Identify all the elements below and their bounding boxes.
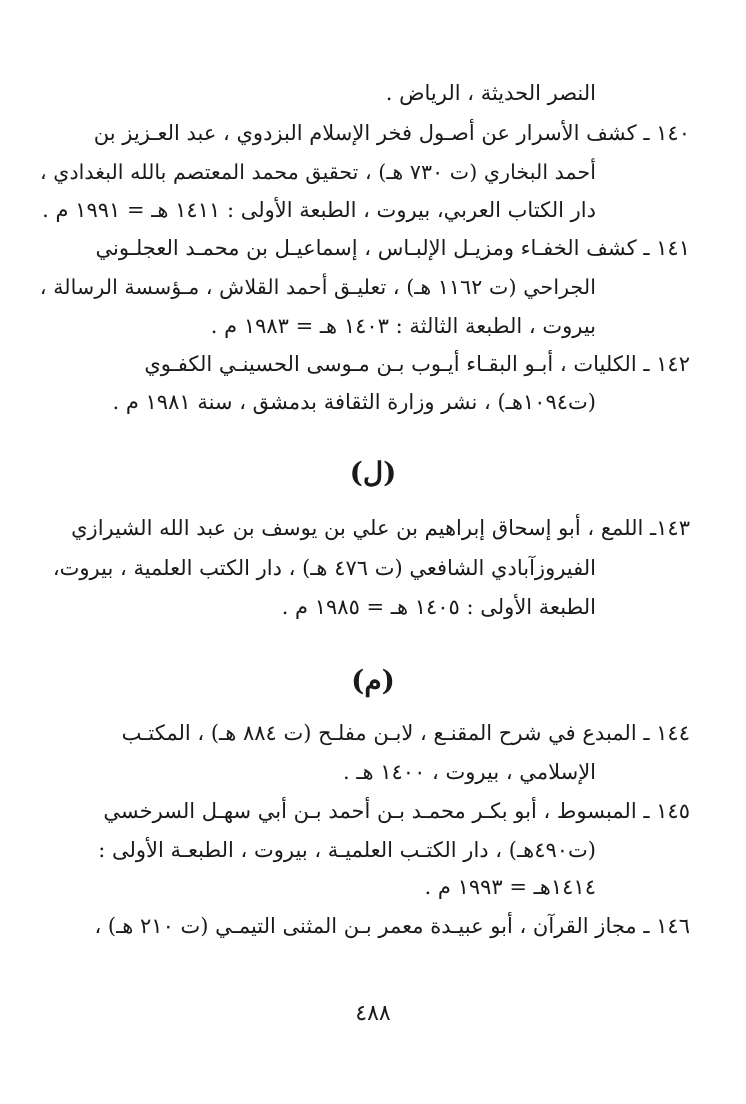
bibliography-entry-143: ١٤٣ـ اللمع ، أبو إسحاق إبراهيم بن علي بن يوسف بن عبد الله الشيرازي [71, 516, 690, 540]
text-line: ١٤١٤هـ = ١٩٩٣ م . [424, 875, 596, 899]
text-line: النصر الحديثة ، الرياض . [385, 81, 596, 105]
text-line: دار الكتاب العربي، بيروت ، الطبعة الأولى : ١٤١١ هـ = ١٩٩١ م . [42, 198, 596, 222]
text-line: بيروت ، الطبعة الثالثة : ١٤٠٣ هـ = ١٩٨٣ م . [210, 314, 596, 338]
text-line: (ت٤٩٠هـ) ، دار الكتـب العلميـة ، بيروت ، الطبعـة الأولى : [98, 838, 596, 862]
section-heading-lam: (ل) [349, 456, 397, 489]
text-line: (ت١٠٩٤هـ) ، نشر وزارة الثقافة بدمشق ، سنة ١٩٨١ م . [112, 390, 596, 414]
text-line: الطبعة الأولى : ١٤٠٥ هـ = ١٩٨٥ م . [281, 595, 596, 619]
text-line: أحمد البخاري (ت ٧٣٠ هـ) ، تحقيق محمد المعتصم بالله البغدادي ، [40, 160, 596, 184]
bibliography-entry-145: ١٤٥ ـ المبسوط ، أبو بكـر محمـد بـن أحمد بـن أبي سهـل السرخسي [103, 799, 690, 823]
section-heading-mim: (م) [351, 664, 395, 697]
page-number: ٤٨٨ [355, 1001, 391, 1026]
bibliography-entry-140: ١٤٠ ـ كشف الأسرار عن أصـول فخر الإسلام البزدوي ، عبد العـزيز بن [93, 121, 690, 145]
bibliography-entry-146: ١٤٦ ـ مجاز القرآن ، أبو عبيـدة معمر بـن المثنى التيمـي (ت ٢١٠ هـ) ، [94, 914, 690, 938]
text-line: الإسلامي ، بيروت ، ١٤٠٠ هـ . [342, 760, 596, 784]
bibliography-entry-141: ١٤١ ـ كشف الخفـاء ومزيـل الإلبـاس ، إسماعيـل بن محمـد العجلـوني [95, 236, 690, 260]
text-line: الفيروزآبادي الشافعي (ت ٤٧٦ هـ) ، دار الكتب العلمية ، بيروت، [52, 556, 596, 580]
bibliography-entry-142: ١٤٢ ـ الكليات ، أبـو البقـاء أيـوب بـن مـوسى الحسينـي الكفـوي [144, 352, 690, 376]
text-line: الجراحي (ت ١١٦٢ هـ) ، تعليـق أحمد القلاش ، مـؤسسة الرسالة ، [39, 275, 596, 299]
bibliography-entry-144: ١٤٤ ـ المبدع في شرح المقنـع ، لابـن مفلـح (ت ٨٨٤ هـ) ، المكتـب [121, 721, 690, 745]
